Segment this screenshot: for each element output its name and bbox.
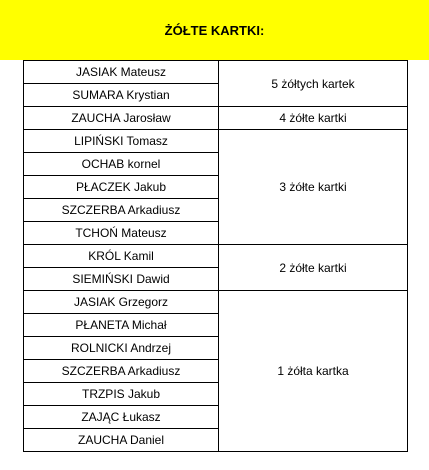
player-name: ZAJĄC Łukasz [24, 406, 219, 429]
player-name: SZCZERBA Arkadiusz [24, 199, 219, 222]
player-name: PŁANETA Michał [24, 314, 219, 337]
player-name: TRZPIS Jakub [24, 383, 219, 406]
card-count: 1 żółta kartka [219, 291, 408, 452]
header-banner [0, 0, 429, 60]
card-count: 4 żółte kartki [219, 107, 408, 130]
table-row [24, 107, 408, 130]
player-name: SUMARA Krystian [24, 84, 219, 107]
yellow-cards-table [23, 60, 408, 452]
player-name: JASIAK Grzegorz [24, 291, 219, 314]
card-count: 3 żółte kartki [219, 130, 408, 245]
player-name: KRÓL Kamil [24, 245, 219, 268]
player-name: SIEMIŃSKI Dawid [24, 268, 219, 291]
player-name: TCHOŃ Mateusz [24, 222, 219, 245]
card-count: 5 żółtych kartek [219, 61, 408, 107]
player-name: LIPIŃSKI Tomasz [24, 130, 219, 153]
player-name: ZAUCHA Daniel [24, 429, 219, 452]
table-row [24, 291, 408, 314]
player-name: ZAUCHA Jarosław [24, 107, 219, 130]
player-name: ROLNICKI Andrzej [24, 337, 219, 360]
table-row [24, 61, 408, 84]
card-count: 2 żółte kartki [219, 245, 408, 291]
player-name: OCHAB kornel [24, 153, 219, 176]
player-name: PŁACZEK Jakub [24, 176, 219, 199]
table-row [24, 245, 408, 268]
player-name: JASIAK Mateusz [24, 61, 219, 84]
yellow-cards-body [24, 61, 408, 452]
player-name: SZCZERBA Arkadiusz [24, 360, 219, 383]
page-title: ŻÓŁTE KARTKI: [164, 22, 265, 38]
table-row [24, 130, 408, 153]
